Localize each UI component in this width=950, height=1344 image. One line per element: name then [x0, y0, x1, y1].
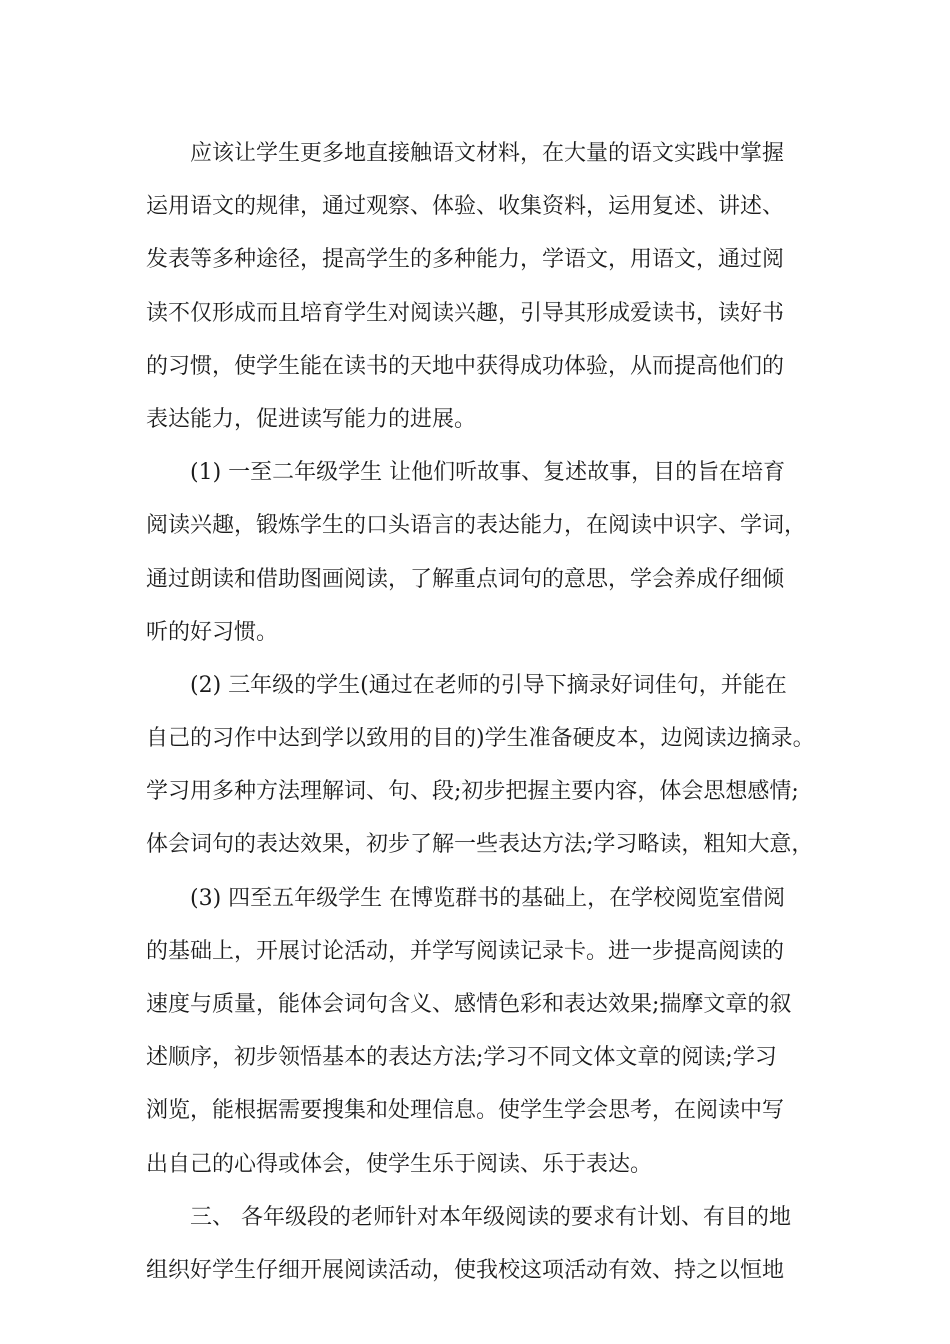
paragraph-4-line-1: (3) 四至五年级学生 在博览群书的基础上，在学校阅览室借阅: [190, 885, 786, 911]
paragraph-5-line-1: 三、 各年级段的老师针对本年级阅读的要求有计划、有目的地: [190, 1204, 791, 1230]
paragraph-1-line-1: 应该让学生更多地直接触语文材料，在大量的语文实践中掌握: [190, 141, 785, 166]
paragraph-1-line-6: 表达能力，促进读写能力的进展。: [146, 406, 477, 432]
paragraph-3-line-4: 体会词句的表达效果，初步了解一些表达方法;学习略读，粗知大意，: [146, 832, 814, 858]
paragraph-1-line-4: 读不仅形成而且培育学生对阅读兴趣，引导其形成爱读书，读好书: [146, 300, 785, 326]
paragraph-2-line-3: 通过朗读和借助图画阅读，了解重点词句的意思，学会养成仔细倾: [146, 566, 785, 592]
paragraph-4-line-6: 出自己的心得或体会，使学生乐于阅读、乐于表达。: [146, 1151, 653, 1177]
paragraph-5-line-2: 组织好学生仔细开展阅读活动，使我校这项活动有效、持之以恒地: [146, 1257, 785, 1283]
document-body: [146, 127, 836, 1297]
paragraph-2-line-2: 阅读兴趣，锻炼学生的口头语言的表达能力，在阅读中识字、学词，: [146, 513, 807, 539]
paragraph-2-line-4: 听的好习惯。: [146, 619, 279, 645]
paragraph-3-line-3: 学习用多种方法理解词、句、段;初步把握主要内容，体会思想感情;: [146, 779, 799, 805]
paragraph-1-line-2: 运用语文的规律，通过观察、体验、收集资料，运用复述、讲述、: [146, 194, 785, 220]
paragraph-4-line-3: 速度与质量，能体会词句含义、感情色彩和表达效果;揣摩文章的叙: [146, 992, 792, 1017]
paragraph-3-line-2: 自己的习作中达到学以致用的目的)学生准备硬皮本，边阅读边摘录。: [146, 726, 815, 752]
paragraph-3-line-1: (2) 三年级的学生(通过在老师的引导下摘录好词佳句，并能在: [190, 672, 787, 698]
paragraph-1-line-5: 的习惯，使学生能在读书的天地中获得成功体验，从而提高他们的: [146, 353, 785, 379]
paragraph-1-line-3: 发表等多种途径，提高学生的多种能力，学语文，用语文，通过阅: [146, 247, 785, 273]
paragraph-2-line-1: (1) 一至二年级学生 让他们听故事、复述故事，目的旨在培育: [190, 460, 786, 486]
paragraph-4-line-4: 述顺序，初步领悟基本的表达方法;学习不同文体文章的阅读;学习: [146, 1045, 777, 1071]
paragraph-4-line-2: 的基础上，开展讨论活动，并学写阅读记录卡。进一步提高阅读的: [146, 938, 785, 964]
paragraph-4-line-5: 浏览，能根据需要搜集和处理信息。使学生学会思考，在阅读中写: [146, 1098, 785, 1124]
